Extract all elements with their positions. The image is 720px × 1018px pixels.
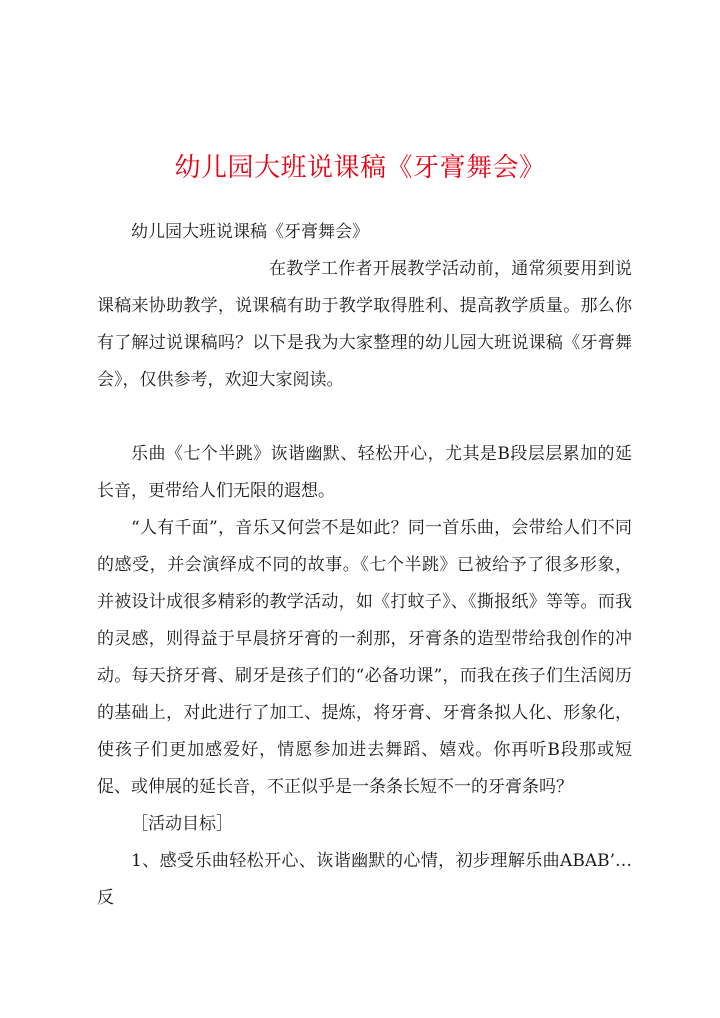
intro-paragraph: 在教学工作者开展教学活动前，通常须要用到说课稿来协助教学，说课稿有助于教学取得胜利、提高教学质量。那么你有了解过说课稿吗？以下是我为大家整理的幼儿园大班说课稿《牙膏舞会》，仅供参考，欢迎大家阅读。 <box>97 259 632 390</box>
design-idea-paragraph: “人有千面”，音乐又何尝不是如此？同一首乐曲，会带给人们不同的感受，并会演绎成不同的故事。《七个半跳》已被给予了很多形象，并被设计成很多精彩的教学活动，如《打蚊子》、《撕报纸》等等。而我的灵感，则得益于早晨挤牙膏的一刹那，牙膏条的造型带给我创作的冲动。每天挤牙膏、刷牙是孩子们的“必备功课”，而我在孩子们生活阅历的基础上，对此进行了加工、提炼，将牙膏、牙膏条拟人化、形象化，使孩子们更加感爱好，情愿参加进去舞蹈、嬉戏。你再听B段那或短促、或伸展的延长音，不正似乎是一条条长短不一的牙膏条吗？ <box>97 518 632 797</box>
activity-goals-heading: ［活动目标］ <box>131 814 233 834</box>
music-description-paragraph: 乐曲《七个半跳》诙谐幽默、轻松开心，尤其是B段层层累加的延长音，更带给人们无限的遐想。 <box>97 444 632 501</box>
subtitle-paragraph: 幼儿园大班说课稿《牙膏舞会》 <box>131 222 369 242</box>
paragraph-gap <box>97 399 632 436</box>
goal-item-1: 1、感受乐曲轻松开心、诙谐幽默的心情，初步理解乐曲ABAB’…反 <box>97 851 632 908</box>
document-body <box>97 214 632 917</box>
document-title: 幼儿园大班说课稿《牙膏舞会》 <box>174 153 546 183</box>
